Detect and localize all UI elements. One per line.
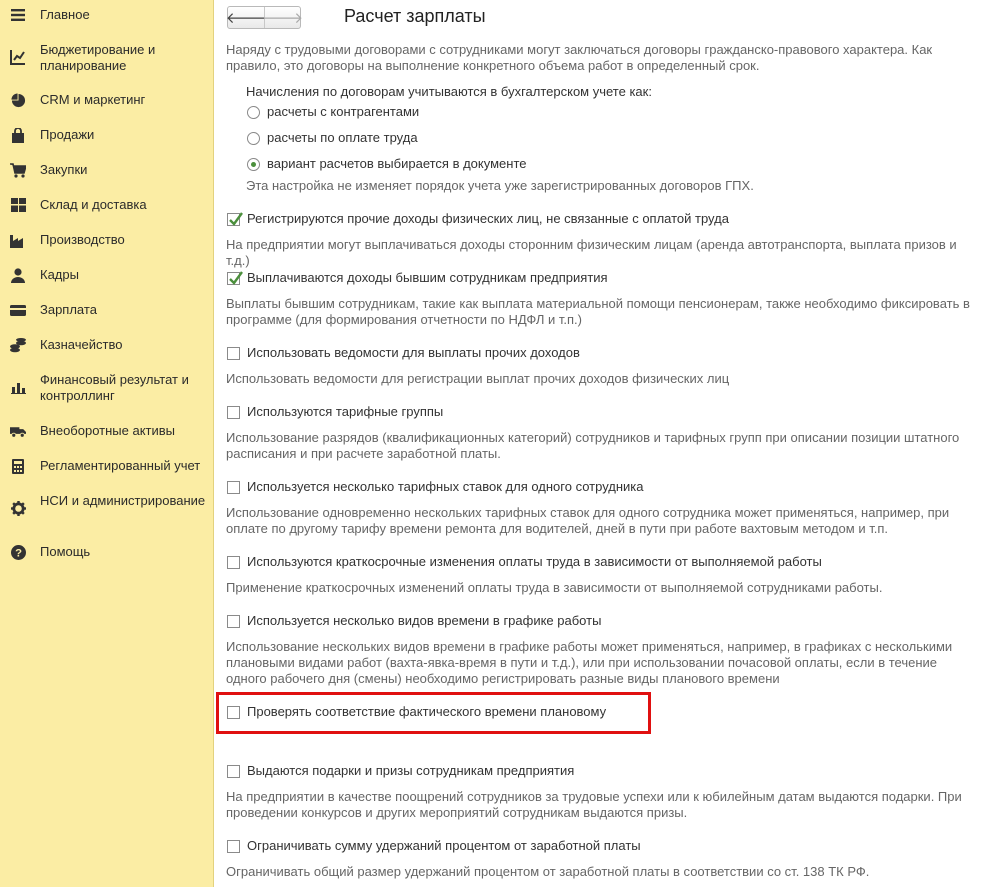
sidebar-item-warehouse[interactable] (0, 197, 213, 217)
sidebar-item-label: Склад и доставка (40, 197, 147, 212)
checkbox-label: Используются тарифные группы (247, 404, 444, 419)
checkbox-multiple-rates[interactable] (227, 479, 644, 495)
sidebar-item-label: Финансовый результат и контроллинг (40, 372, 189, 403)
sidebar-item-label: Главное (40, 7, 90, 22)
intro-text: Наряду с трудовыми договорами с сотрудниками могут заключаться договоры гражданско-правового характера. Как правило, это договоры на выполнение конкретного объема работ в определенный срок. (226, 42, 933, 73)
checkbox-tariff-groups[interactable] (227, 404, 443, 420)
checkbox-box[interactable] (227, 615, 240, 628)
checkbox-time-types[interactable] (227, 613, 601, 629)
option-hint: Выплаты бывшим сотрудникам, такие как выплата материальной помощи пенсионерам, также необходимо фиксировать в программе (для формирования отчетности по НДФЛ и т.п.) (226, 296, 970, 327)
sidebar-item-crm[interactable] (0, 92, 213, 112)
option-hint: Применение краткосрочных изменений оплаты труда в зависимости от выполняемой сотрудниками работы. (226, 580, 883, 595)
checkbox-label: Используется несколько видов времени в графике работы (247, 613, 602, 628)
option-hint: Использование одновременно нескольких тарифных ставок для одного сотрудника может применяться, например, при оплате по другому тарифу времени ремонта для водителей, дней в пути при работе вахтовым методом и т.п. (226, 505, 950, 536)
radio-circle[interactable] (247, 106, 260, 119)
svg-text:?: ? (14, 547, 22, 560)
radio-label: расчеты с контрагентами (267, 104, 420, 119)
sidebar-item-label: Внеоборотные активы (40, 423, 176, 438)
forward-button[interactable] (262, 7, 304, 28)
sidebar-item-help[interactable] (0, 544, 213, 564)
option-hint: Использование разрядов (квалификационных категорий) сотрудников и тарифных групп при описании позиции штатного расписания и при расчете заработной платы. (226, 430, 960, 461)
sidebar-item-fixed-assets[interactable] (0, 423, 213, 443)
checkbox-box[interactable] (227, 481, 240, 494)
sidebar-item-label: Закупки (40, 162, 88, 177)
option-hint: На предприятии в качестве поощрений сотрудников за трудовые успехи или к юбилейным датам выдаются подарки. При проведении конкурсов и других мероприятий сотрудникам выдаются призы. (226, 789, 962, 820)
history-navigation (225, 6, 304, 29)
page-title: Расчет зарплаты (344, 6, 486, 26)
checkmark-icon (228, 271, 243, 286)
budget-icon (10, 49, 26, 65)
sidebar-item-salary[interactable] (0, 302, 213, 322)
sidebar-item-purchases[interactable] (0, 162, 213, 182)
checkbox-gifts-prizes[interactable] (227, 763, 574, 779)
sidebar-item-label: Казначейство (40, 337, 123, 352)
sidebar-item-label: CRM и маркетинг (40, 92, 146, 107)
checkbox-box[interactable] (227, 706, 240, 719)
sidebar-item-label: Кадры (40, 267, 79, 282)
checkbox-label: Выдаются подарки и призы сотрудникам предприятия (247, 763, 575, 778)
sidebar-item-treasury[interactable] (0, 337, 213, 357)
radio-circle[interactable] (247, 132, 260, 145)
calculator-icon (10, 458, 26, 474)
help-icon (10, 544, 26, 560)
coins-icon (10, 337, 26, 353)
checkbox-former-employees[interactable] (227, 270, 608, 286)
person-icon (10, 267, 26, 283)
sidebar-item-label: Бюджетирование и планирование (40, 42, 156, 73)
main-content (214, 0, 1000, 887)
checkbox-check-actual-time[interactable] (227, 704, 606, 720)
sidebar-item-budgeting[interactable] (0, 42, 213, 76)
checkbox-box[interactable] (227, 840, 240, 853)
checkbox-box[interactable] (227, 406, 240, 419)
cart-icon (10, 162, 26, 178)
sidebar-item-sales[interactable] (0, 127, 213, 147)
option-hint: Ограничивать общий размер удержаний процентом от заработной платы в соответствии со ст. 138 ТК РФ. (226, 864, 870, 879)
radio-label: вариант расчетов выбирается в документе (267, 156, 527, 171)
radio-payroll[interactable] (247, 130, 418, 146)
radio-circle-selected[interactable] (247, 158, 260, 171)
checkbox-box[interactable] (227, 272, 240, 285)
checkmark-icon (228, 212, 243, 227)
checkbox-box[interactable] (227, 347, 240, 360)
checkbox-limit-deductions[interactable] (227, 838, 641, 854)
menu-icon (10, 7, 26, 23)
accrual-label: Начисления по договорам учитываются в бухгалтерском учете как: (246, 84, 652, 99)
checkbox-box[interactable] (227, 556, 240, 569)
factory-icon (10, 232, 26, 248)
arrow-left-icon: 🡐 (225, 10, 267, 27)
checkbox-label: Регистрируются прочие доходы физических лиц, не связанные с оплатой труда (247, 211, 729, 226)
sidebar-item-label: Помощь (40, 544, 91, 559)
checkbox-label: Используются краткосрочные изменения оплаты труда в зависимости от выполняемой работы (247, 554, 822, 569)
option-hint: Использование нескольких видов времени в графике работы может применяться, например, в графиках с несколькими плановыми видами работ (вахта-явка-время в пути и т.д.), или при использовании почасовой оплаты, если в течение одного рабочего дня (смены) необходимо регистрировать разные виды планового времени (226, 639, 953, 686)
sidebar-item-label: Продажи (40, 127, 95, 142)
radio-note: Эта настройка не изменяет порядок учета уже зарегистрированных договоров ГПХ. (246, 178, 754, 193)
sidebar-item-label: Зарплата (40, 302, 97, 317)
sidebar (0, 0, 214, 887)
checkbox-label: Ограничивать сумму удержаний процентом от заработной платы (247, 838, 641, 853)
checkbox-box[interactable] (227, 213, 240, 226)
sidebar-item-label: НСИ и администрирование (40, 493, 206, 508)
checkbox-payment-statements[interactable] (227, 345, 580, 361)
sidebar-item-financial-result[interactable] (0, 372, 213, 406)
sidebar-item-regulated-accounting[interactable] (0, 458, 213, 478)
back-button[interactable] (225, 7, 267, 28)
sidebar-item-hr[interactable] (0, 267, 213, 287)
radio-in-document[interactable] (247, 156, 526, 172)
wallet-icon (10, 302, 26, 318)
checkbox-box[interactable] (227, 765, 240, 778)
sidebar-item-label: Производство (40, 232, 125, 247)
option-hint: Использовать ведомости для регистрации выплат прочих доходов физических лиц (226, 371, 730, 386)
truck-icon (10, 423, 26, 439)
checkbox-label: Проверять соответствие фактического времени плановому (247, 704, 607, 719)
radio-label: расчеты по оплате труда (267, 130, 418, 145)
checkbox-label: Использовать ведомости для выплаты прочих доходов (247, 345, 580, 360)
shopping-bag-icon (10, 127, 26, 143)
pie-chart-icon (10, 92, 26, 108)
bar-chart-icon (10, 379, 26, 395)
gear-icon (10, 500, 26, 516)
warehouse-grid-icon (10, 197, 26, 213)
sidebar-item-label: Регламентированный учет (40, 458, 201, 473)
radio-counterparties[interactable] (247, 104, 419, 120)
checkbox-other-income[interactable] (227, 211, 729, 227)
checkbox-label: Выплачиваются доходы бывшим сотрудникам предприятия (247, 270, 608, 285)
option-hint: На предприятии могут выплачиваться доходы сторонним физическим лицам (аренда автотранспорта, выплата призов и т.д.) (226, 237, 957, 268)
sidebar-item-main[interactable] (0, 7, 213, 29)
checkbox-short-term-changes[interactable] (227, 554, 822, 570)
sidebar-item-admin[interactable] (0, 493, 213, 527)
sidebar-item-production[interactable] (0, 232, 213, 252)
checkbox-label: Используется несколько тарифных ставок для одного сотрудника (247, 479, 644, 494)
arrow-right-icon: 🡒 (262, 10, 304, 27)
